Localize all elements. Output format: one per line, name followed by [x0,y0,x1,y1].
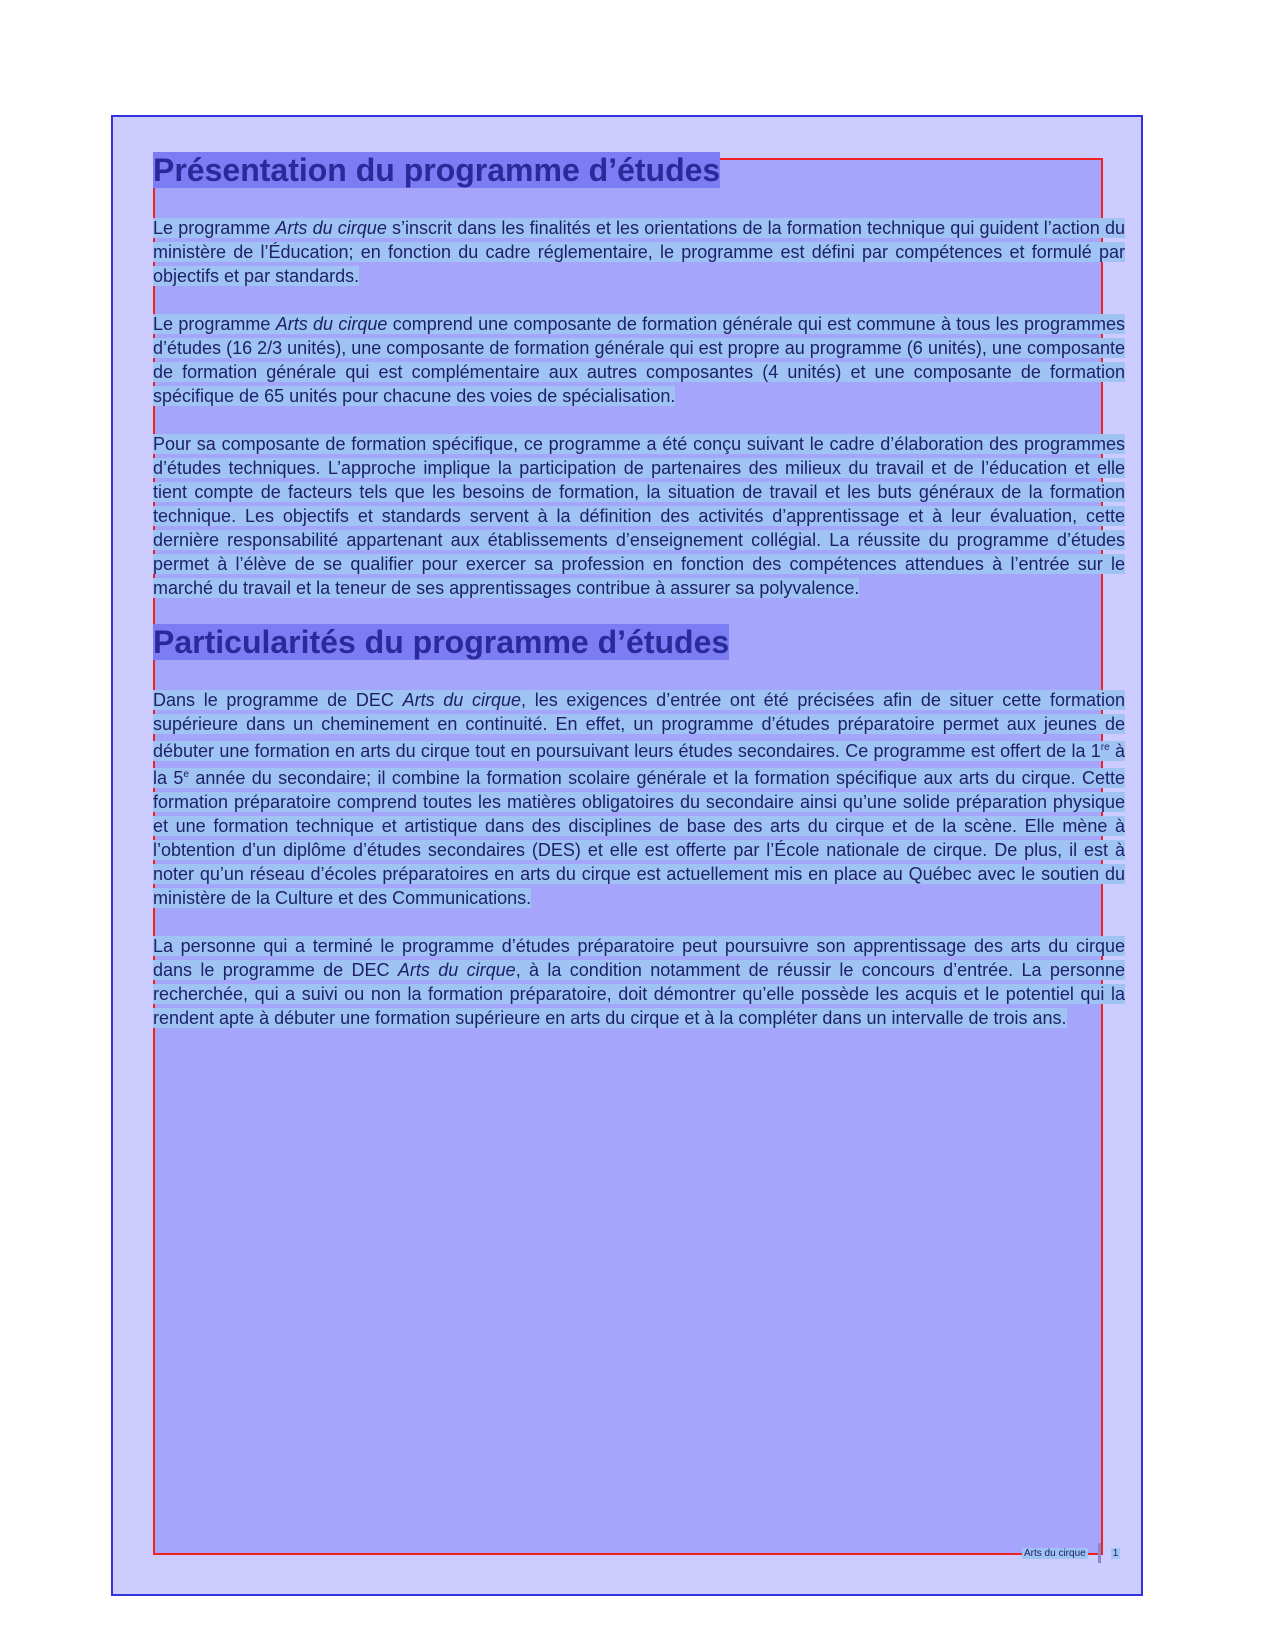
section1-paragraph-2 [153,312,1125,408]
section2-paragraph-1 [153,688,1125,910]
text-run: , les exigences d’entrée ont été précisées afin de situer cette formation supérieure dans un cheminement en continuité. En effet, un programme d’études préparatoire permet aux jeunes de débuter une formation en arts du cirque tout en poursuivant leurs études secondaires. Ce programme est offert de la 1 [153,690,1125,761]
section1-p3-text: Pour sa composante de formation spécifique, ce programme a été conçu suivant le cadre d’élaboration des programmes d’études techniques. L’approche implique la participation de partenaires des milieux du travail et de l’éducation et elle tient compte de facteurs tels que les besoins de formation, la situation de travail et les buts généraux de la formation technique. Les objectifs et standards servent à la définition des activités d’apprentissage et à leur évaluation, cette dernière responsabilité appartenant aux établissements d’enseignement collégial. La réussite du programme d’études permet à l’élève de se qualifier pour exercer sa profession en fonction des compétences attendues à l’entrée sur le marché du travail et la teneur de ses apprentissages contribue à assurer sa polyvalence. [153,434,1125,598]
section2-paragraph-2 [153,934,1125,1030]
ordinal-superscript: re [1100,742,1110,753]
section2-title: Particularités du programme d’études [153,624,730,660]
text-run: Le programme [153,218,276,238]
text-run: La personne qui a terminé le programme d’études préparatoire peut poursuivre son apprentissage des arts du cirque dans le programme de DEC [153,936,1125,980]
section2-p2-text [153,936,1125,1028]
section1-heading-wrap [153,152,1125,188]
program-name-italic: Arts du cirque [275,218,387,238]
text-run: à la 5 [153,741,1125,788]
program-name-italic: Arts du cirque [275,314,388,334]
section1-paragraph-1 [153,216,1125,288]
footer-separator [1098,1543,1101,1563]
text-run: s’inscrit dans les finalités et les orientations de la formation technique qui guident l’action du ministère de l’Éducation; en fonction du cadre réglementaire, le programme est défini par compétences et formulé par objectifs et par standards. [153,218,1125,286]
program-name-italic: Arts du cirque [402,690,522,710]
document-content [153,152,1125,1054]
section1-p2-text [153,314,1125,406]
program-name-italic: Arts du cirque [397,960,516,980]
page-number: 1 [1112,1547,1119,1559]
section1-title: Présentation du programme d’études [153,152,721,188]
section2-heading-wrap [153,624,1125,660]
text-run: comprend une composante de formation générale qui est commune à tous les programmes d’études (16 2/3 unités), une composante de formation générale qui est propre au programme (6 unités), une composante de formation générale qui est complémentaire aux autres composantes (4 unités) et une composante de formation spécifique de 65 unités pour chacune des voies de spécialisation. [153,314,1125,406]
text-run: Le programme [153,314,276,334]
page-footer [1022,1543,1120,1563]
ordinal-superscript: e [183,769,189,780]
section1-paragraph-3 [153,432,1125,600]
text-run: année du secondaire; il combine la formation scolaire générale et la formation spécifique aux arts du cirque. Cette formation préparatoire comprend toutes les matières obligatoires du secondaire ainsi qu’une solide préparation physique et une formation technique et artistique dans des disciplines de base des arts du cirque et de la scène. Elle mène à l’obtention d’un diplôme d’études secondaires (DES) et elle est offerte par l’École nationale de cirque. De plus, il est à noter qu’un réseau d’écoles préparatoires en arts du cirque est actuellement mis en place au Québec avec le soutien du ministère de la Culture et des Communications. [153,768,1125,908]
text-run: Dans le programme de DEC [153,690,403,710]
section1-p1-text [153,218,1125,286]
section2-p1-text [153,690,1125,908]
footer-label: Arts du cirque [1024,1547,1086,1559]
text-run: , à la condition notamment de réussir le concours d’entrée. La personne recherchée, qui a suivi ou non la formation préparatoire, doit démontrer qu’elle possède les acquis et le potentiel qui la rendent apte à débuter une formation supérieure en arts du cirque et à la compléter dans un intervalle de trois ans. [153,960,1125,1028]
